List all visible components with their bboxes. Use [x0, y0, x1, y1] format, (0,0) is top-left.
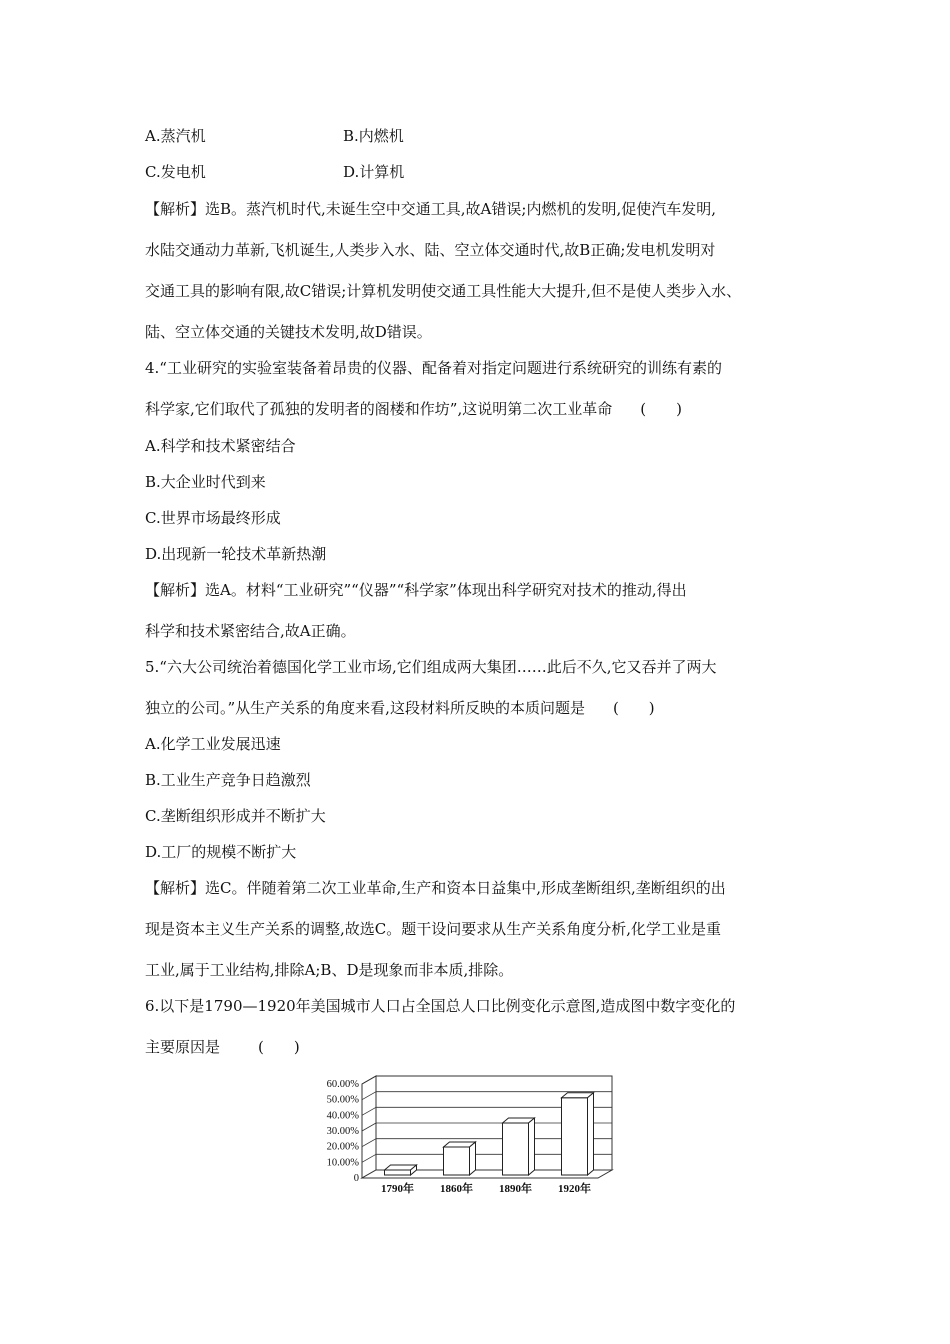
q5-option-a: A.化学工业发展迅速 [145, 735, 281, 753]
bar [503, 1123, 529, 1175]
y-tick-label: 50.00% [326, 1094, 359, 1106]
bar [385, 1170, 411, 1175]
q4-analysis-line: 【解析】选A。材料“工业研究”“仪器”“科学家”体现出科学研究对技术的推动,得出 [145, 581, 687, 599]
urban-population-bar-chart [300, 1068, 640, 1198]
answer-blank: ( ) [612, 699, 655, 717]
q5-option-c: C.垄断组织形成并不断扩大 [145, 807, 326, 825]
y-tick-label: 20.00% [326, 1141, 359, 1153]
y-tick-label: 40.00% [326, 1110, 359, 1122]
q4-stem-line: 4.“工业研究的实验室装备着昂贵的仪器、配备着对指定问题进行系统研究的训练有素的 [145, 359, 722, 377]
q3-option-a: A.蒸汽机 [145, 127, 206, 145]
q4-option-d: D.出现新一轮技术革新热潮 [145, 545, 327, 563]
y-tick-label: 60.00% [326, 1079, 359, 1090]
q3-analysis-line: 【解析】选B。蒸汽机时代,未诞生空中交通工具,故A错误;内燃机的发明,促使汽车发明, [145, 200, 716, 218]
q5-analysis-line: 现是资本主义生产关系的调整,故选C。题干设问要求从生产关系角度分析,化学工业是重 [145, 920, 722, 938]
x-tick-label: 1790年 [381, 1183, 414, 1195]
q3-analysis-line: 陆、空立体交通的关键技术发明,故D错误。 [145, 323, 432, 341]
q4-option-b: B.大企业时代到来 [145, 473, 266, 491]
bar [444, 1147, 470, 1175]
bar-side [529, 1118, 535, 1175]
answer-blank: ( ) [640, 400, 682, 418]
bar [562, 1098, 588, 1175]
q5-stem-text: 独立的公司。”从生产关系的角度来看,这段材料所反映的本质问题是 [145, 699, 585, 717]
q4-analysis-line: 科学和技术紧密结合,故A正确。 [145, 622, 356, 640]
q4-option-a: A.科学和技术紧密结合 [145, 437, 296, 455]
q3-option-b: B.内燃机 [343, 127, 404, 145]
y-tick-label: 10.00% [326, 1157, 359, 1169]
q5-option-b: B.工业生产竞争日趋激烈 [145, 771, 311, 789]
answer-blank: ( ) [258, 1038, 300, 1056]
q4-stem-line [145, 399, 682, 419]
q3-option-c: C.发电机 [145, 163, 206, 181]
q5-analysis-line: 【解析】选C。伴随着第二次工业革命,生产和资本日益集中,形成垄断组织,垄断组织的出 [145, 879, 726, 897]
q3-option-d: D.计算机 [343, 163, 405, 181]
q6-stem-line [145, 1037, 300, 1057]
y-tick-label: 30.00% [326, 1126, 359, 1137]
q5-stem-line [145, 698, 655, 718]
q3-analysis-line: 交通工具的影响有限,故C错误;计算机发明使交通工具性能大大提升,但不是使人类步入水、 [145, 282, 742, 300]
x-tick-label: 1890年 [499, 1183, 532, 1195]
bar-side [588, 1093, 594, 1175]
q5-analysis-line: 工业,属于工业结构,排除A;B、D是现象而非本质,排除。 [145, 961, 514, 979]
x-tick-label: 1860年 [440, 1183, 473, 1195]
q6-stem-line: 6.以下是1790—1920年美国城市人口占全国总人口比例变化示意图,造成图中数字变化的 [145, 997, 736, 1015]
q4-option-c: C.世界市场最终形成 [145, 509, 281, 527]
x-tick-label: 1920年 [558, 1183, 591, 1195]
q5-stem-line: 5.“六大公司统治着德国化学工业市场,它们组成两大集团……此后不久,它又吞并了两大 [145, 658, 717, 676]
y-tick-label: 0 [353, 1173, 359, 1184]
q4-stem-text: 科学家,它们取代了孤独的发明者的阁楼和作坊”,这说明第二次工业革命 [145, 400, 613, 418]
q3-analysis-line: 水陆交通动力革新,飞机诞生,人类步入水、陆、空立体交通时代,故B正确;发电机发明对 [145, 241, 716, 259]
bar-side [470, 1142, 476, 1175]
q5-option-d: D.工厂的规模不断扩大 [145, 843, 297, 861]
q6-stem-text: 主要原因是 [145, 1038, 221, 1056]
